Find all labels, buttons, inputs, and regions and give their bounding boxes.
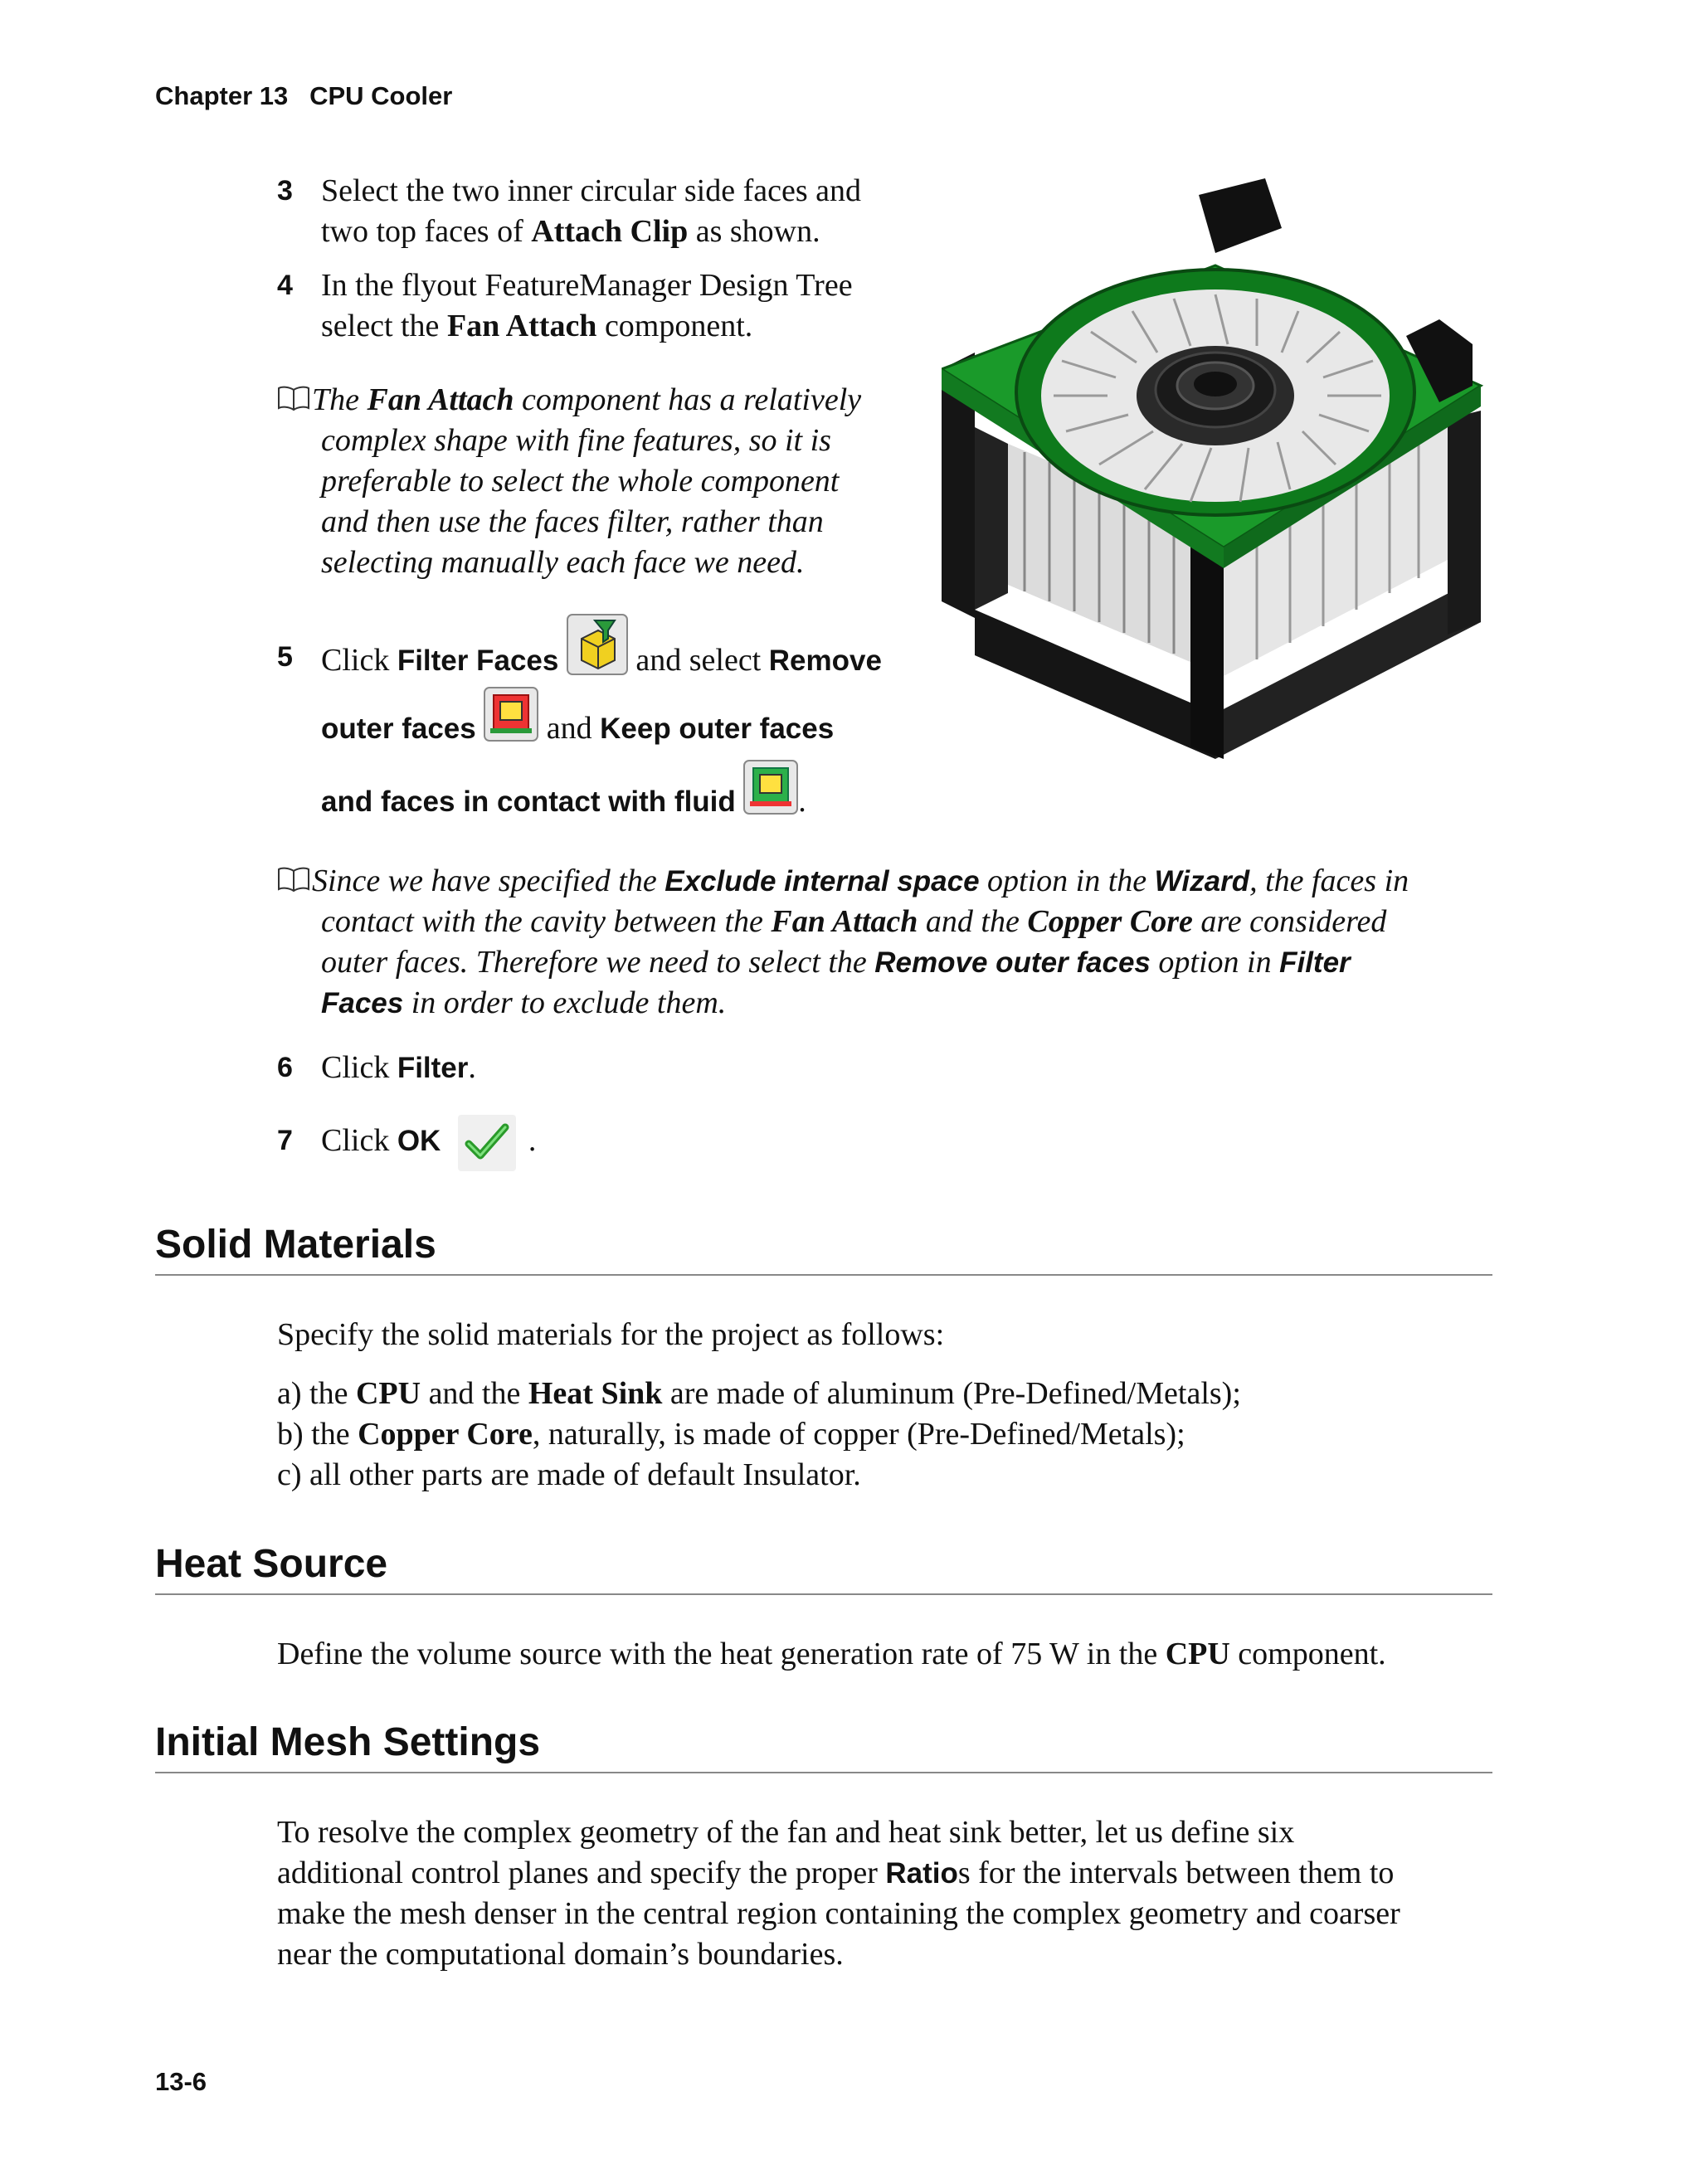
mesh-line-2: additional control planes and specify the proper Ratios for the intervals between them to [277, 1856, 1395, 1890]
running-header [155, 81, 452, 111]
note-1-line-5: selecting manually each face we need. [321, 545, 805, 580]
step-3-line-1: Select the two inner circular side faces and [321, 173, 861, 208]
heading-initial-mesh-settings: Initial Mesh Settings [155, 1719, 1492, 1773]
filter-button-label: Filter [397, 1052, 469, 1084]
note-exclude-internal [277, 861, 1409, 1024]
step-number: 4 [277, 270, 293, 301]
fan-attach-label: Fan Attach [446, 309, 597, 343]
note-2-line-1: Since we have specified the Exclude internal space option in the Wizard, the faces in [277, 861, 1409, 902]
book-icon [277, 385, 310, 411]
remove-outer-faces-label: Remove outer faces [874, 946, 1151, 979]
cpu-label: CPU [1165, 1637, 1230, 1671]
exclude-internal-space-label: Exclude internal space [665, 865, 980, 897]
note-fan-attach [277, 380, 861, 583]
solid-materials-body [277, 1315, 1241, 1496]
heat-source-body [277, 1634, 1386, 1675]
wizard-label: Wizard [1154, 865, 1250, 897]
step-3-line-2: two top faces of Attach Clip as shown. [321, 214, 820, 249]
heat-sink-label: Heat Sink [528, 1376, 663, 1411]
step-number: 6 [277, 1052, 293, 1083]
faces-label: Faces [321, 987, 404, 1019]
mesh-line-3: make the mesh denser in the central region containing the complex geometry and coarser [277, 1896, 1400, 1931]
step-number: 3 [277, 175, 293, 207]
step-number: 5 [277, 641, 293, 673]
mesh-body [277, 1812, 1400, 1975]
mesh-line-4: near the computational domain’s boundaries. [277, 1937, 844, 1972]
step-5-line-2: outer faces and Keep outer faces [321, 687, 882, 760]
step-number: 7 [277, 1125, 293, 1156]
faces-in-contact-label: and faces in contact with fluid [321, 786, 736, 818]
book-icon [277, 866, 310, 893]
solid-intro: Specify the solid materials for the project as follows: [277, 1317, 945, 1352]
note-1-line-3: preferable to select the whole component [321, 464, 840, 499]
note-2-line-4: Faces in order to exclude them. [321, 985, 727, 1020]
ok-checkmark-icon[interactable] [457, 1114, 517, 1172]
note-2-line-3: outer faces. Therefore we need to select the Remove outer faces option in Filter [321, 945, 1351, 980]
ratio-label: Ratio [885, 1857, 958, 1890]
remove-outer-faces-icon[interactable] [484, 687, 538, 742]
remove-outer-faces-label: outer faces [321, 713, 476, 745]
step-5-line-3: and faces in contact with fluid . [321, 760, 882, 833]
fan-attach-label: Fan Attach [367, 382, 514, 417]
attach-clip-label: Attach Clip [531, 214, 689, 249]
ok-label: OK [397, 1125, 441, 1157]
chapter-number: Chapter 13 [155, 81, 289, 110]
page-number: 13-6 [155, 2067, 207, 2096]
keep-outer-faces-icon[interactable] [743, 760, 798, 815]
keep-outer-faces-label: Keep outer faces [600, 713, 835, 745]
fan-attach-label: Fan Attach [771, 904, 918, 939]
cpu-cooler-figure [942, 178, 1489, 776]
solid-item-b: b) the Copper Core, naturally, is made of copper (Pre-Defined/Metals); [277, 1417, 1185, 1452]
step-4-line-1: In the flyout FeatureManager Design Tree [321, 268, 853, 303]
copper-core-label: Copper Core [358, 1417, 533, 1452]
solid-item-c: c) all other parts are made of default Insulator. [277, 1457, 861, 1492]
note-1-line-1: The Fan Attach component has a relatively [277, 380, 861, 421]
filter-faces-label: Filter Faces [397, 644, 559, 677]
filter-label: Filter [1279, 946, 1351, 979]
step-5 [277, 614, 924, 821]
heading-heat-source: Heat Source [155, 1541, 1492, 1595]
heading-solid-materials: Solid Materials [155, 1222, 1492, 1276]
step-5-line-1: Click Filter Faces and select Remove [321, 614, 882, 687]
filter-faces-icon[interactable] [567, 614, 628, 675]
mesh-line-1: To resolve the complex geometry of the fan and heat sink better, let us define six [277, 1815, 1295, 1850]
step-4-line-2: select the Fan Attach component. [321, 309, 753, 343]
chapter-title: CPU Cooler [309, 81, 453, 110]
note-1-line-2: complex shape with fine features, so it is [321, 423, 831, 458]
note-2-line-2: contact with the cavity between the Fan Attach and the Copper Core are considered [321, 904, 1387, 939]
solid-item-a: a) the CPU and the Heat Sink are made of aluminum (Pre-Defined/Metals); [277, 1376, 1241, 1411]
remove-label: Remove [768, 644, 882, 677]
cpu-label: CPU [355, 1376, 421, 1411]
copper-core-label: Copper Core [1027, 904, 1193, 939]
note-1-line-4: and then use the faces filter, rather than [321, 504, 824, 539]
heat-source-line: Define the volume source with the heat generation rate of 75 W in the CPU component. [277, 1637, 1386, 1671]
